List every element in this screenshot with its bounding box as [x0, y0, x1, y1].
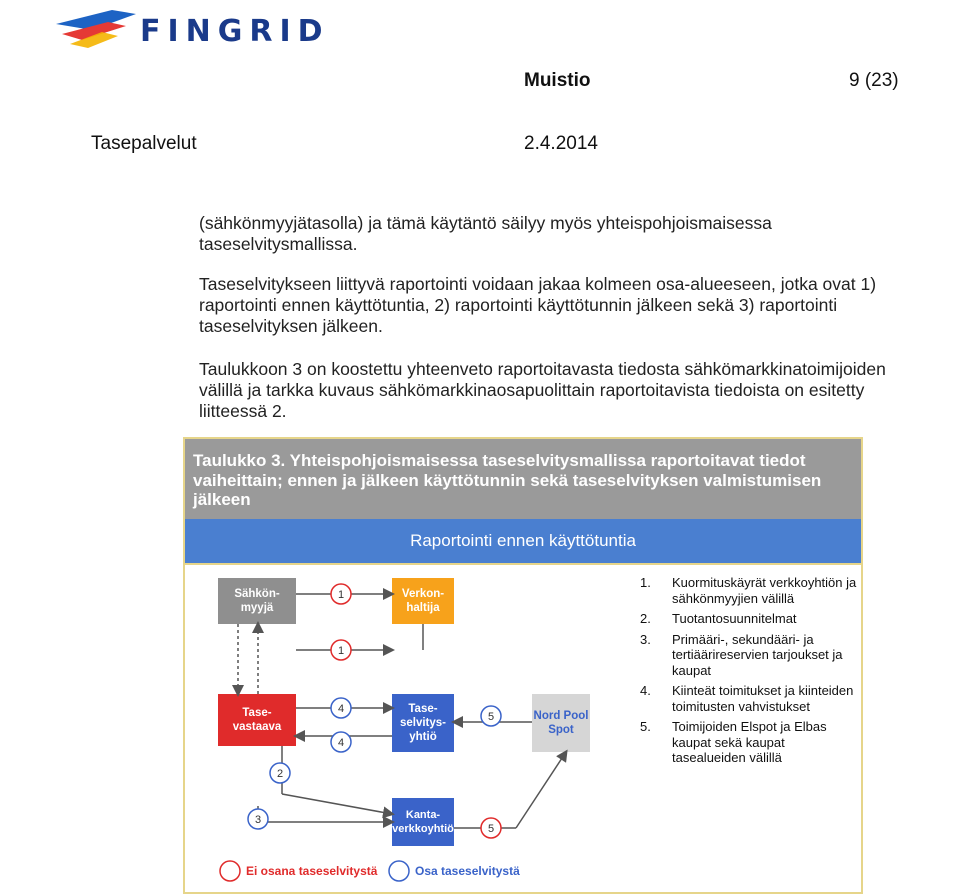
marker-1a [331, 584, 351, 604]
marker-5b [481, 818, 501, 838]
list-item: 4. Kiinteät toimitukset ja kiinteiden toimitusten vahvistukset [640, 683, 854, 714]
marker-4b [331, 732, 351, 752]
table-caption: Taulukko 3. Yhteispohjoismaisessa taseselvitysmallissa raportoitavat tiedot vaiheittain; ennen ja jälkeen käyttötunnin sekä taseselvityksen valmistumisen jälkeen [183, 437, 863, 519]
node-verkonhaltija: Verkon- haltija [401, 588, 445, 614]
svg-text:4: 4 [337, 703, 345, 715]
svg-text:1: 1 [337, 645, 345, 657]
node-kantaverkkoyhtio: Kanta- verkkoyhtiö [392, 809, 454, 835]
logo-text: FINGRID [140, 14, 330, 49]
list-item: 3. Primääri-, sekundääri- ja tertiäärireservien tarjoukset ja kaupat [640, 631, 843, 678]
doc-type: Muistio [524, 70, 591, 91]
department: Tasepalvelut [91, 133, 197, 154]
marker-4a [331, 698, 351, 718]
paragraph-1: (sähkönmyyjätasolla) ja tämä käytäntö säilyy myös yhteispohjoismaisessa taseselvitysmallissa. [199, 213, 772, 254]
paragraph-3: Taulukkoon 3 on koostettu yhteenveto raportoitavasta tiedosta sähkömarkkinatoimijoiden välillä ja tarkka kuvaus sähkömarkkinaosapuolittain raportoitavista tiedoista on esitetty liitteessä 2. [199, 359, 886, 421]
svg-text:4: 4 [337, 737, 345, 749]
page-number: 9 (23) [849, 70, 899, 91]
list-item: 1. Kuormituskäyrät verkkoyhtiön ja sähkönmyyjien välillä [640, 575, 857, 606]
svg-text:5: 5 [487, 823, 495, 835]
legend-red-circle [220, 861, 240, 881]
document-date: 2.4.2014 [524, 133, 598, 154]
legend-red-label: Ei osana taseselvitystä [246, 864, 378, 878]
node-tasevastaava: Tase- vastaava [232, 707, 282, 733]
marker-2 [270, 763, 290, 783]
svg-text:3: 3 [254, 814, 262, 826]
legend-blue-label: Osa taseselvitystä [415, 864, 520, 878]
fingrid-logo-mark [52, 4, 142, 48]
section-title-text: Raportointi ennen käyttötuntia [410, 531, 636, 550]
paragraph-2: Taseselvitykseen liittyvä raportointi voidaan jakaa kolmeen osa-alueeseen, jotka ovat 1) raportointi ennen käyttötuntia, 2) raportointi käyttötunnin jälkeen sekä 3) raportointi taseselvityksen jälkeen. [199, 274, 877, 336]
legend-blue-circle [389, 861, 409, 881]
node-nordpool: Nord Pool Spot [533, 710, 589, 736]
svg-text:5: 5 [487, 711, 495, 723]
svg-text:1: 1 [337, 589, 345, 601]
node-sahkonmyyja: Sähkön- myyjä [234, 588, 280, 614]
marker-5a [481, 706, 501, 726]
marker-1b [331, 640, 351, 660]
report-list [640, 575, 860, 771]
node-taseselvitysyhtio: Tase- selvitys- yhtiö [399, 703, 447, 743]
list-item: 5. Toimijoiden Elspot ja Elbas kaupat sekä kaupat tasealueiden välillä [640, 719, 827, 765]
svg-text:2: 2 [276, 768, 284, 780]
section-title [183, 519, 863, 565]
list-item: 2. Tuotantosuunnitelmat [640, 611, 797, 626]
marker-3 [248, 809, 268, 829]
